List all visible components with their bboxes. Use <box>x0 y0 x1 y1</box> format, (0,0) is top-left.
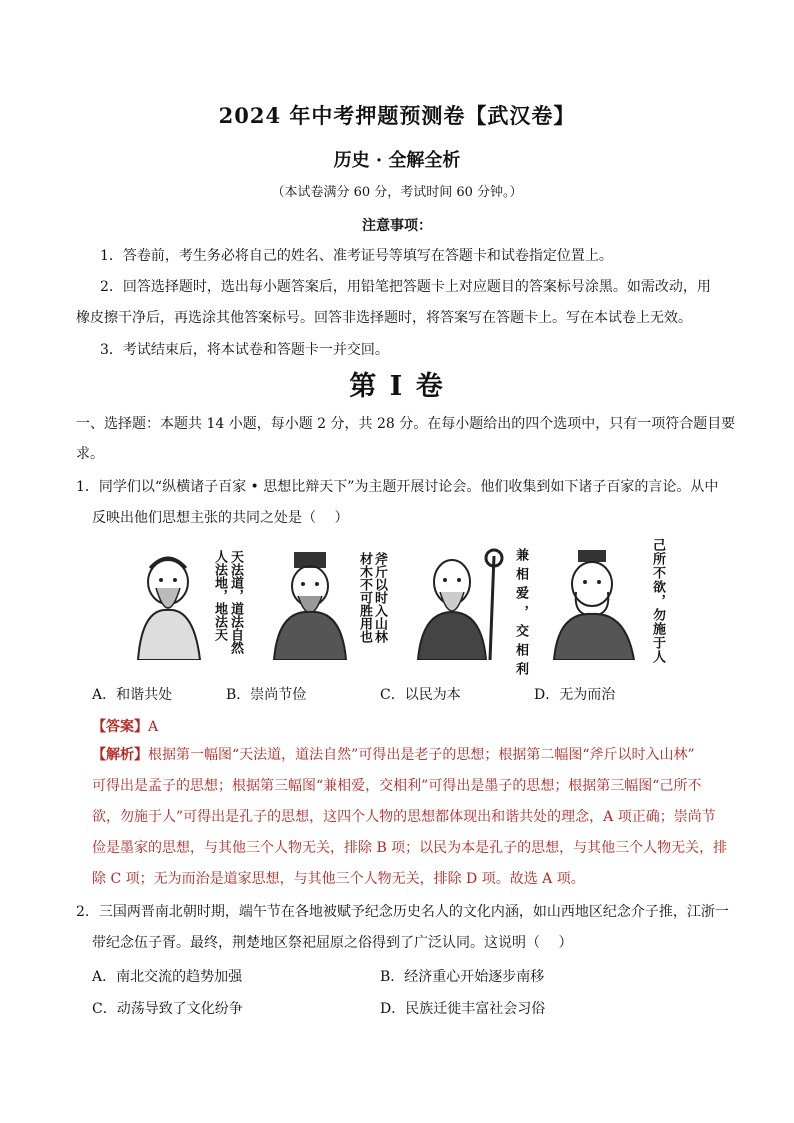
mencius-quote-col1: 斧斤以时入山林 <box>372 552 387 643</box>
q1-option-d[interactable]: D．无为而治 <box>534 687 616 703</box>
q1-option-c[interactable]: C．以民为本 <box>380 687 461 703</box>
laozi-quote-col2: 人法地，地法天 <box>212 550 227 641</box>
exam-note: （本试卷满分 60 分，考试时间 60 分钟。） <box>271 185 523 200</box>
q2-option-d[interactable]: D．民族迁徙丰富社会习俗 <box>380 1001 546 1017</box>
q2-option-c[interactable]: C．动荡导致了文化纷争 <box>92 1001 243 1017</box>
section-instructions-cont: 求。 <box>76 446 104 462</box>
mozi-quote: 兼相爱，交相利 <box>513 548 528 681</box>
q1-analysis-line-5: 除 C 项；无为而治是道家思想，与其他三个人物无关，排除 D 项。故选 A 项。 <box>92 871 585 887</box>
answer-label: 【答案】 <box>92 719 148 735</box>
analysis-label: 【解析】 <box>92 747 148 763</box>
q2-option-b[interactable]: B．经济重心开始逐步南移 <box>380 969 545 985</box>
mencius-quote-col2: 材木不可胜用也 <box>357 552 372 643</box>
q1-stem: 1．同学们以“纵横诸子百家 • 思想比辩天下”为主题开展讨论会。他们收集到如下诸子百家的言论。从中 <box>76 479 719 495</box>
confucius-quote: 己所不欲，勿施于人 <box>650 538 665 664</box>
q1-analysis-line-2: 可得出是孟子的思想；根据第三幅图“兼相爱，交相利”可得出是墨子的思想；根据第三幅图“己所不 <box>92 778 702 794</box>
mencius-figure-icon <box>268 548 352 660</box>
q1-analysis-line-1 <box>92 740 695 771</box>
exam-title: 2024 年中考押题预测卷【武汉卷】 <box>218 103 576 128</box>
analysis-text-1: 根据第一幅图“天法道，道法自然”可得出是老子的思想；根据第二幅图“斧斤以时入山林” <box>148 747 695 763</box>
q1-analysis-line-3: 欲，勿施于人”可得出是孔子的思想，这四个人物的思想都体现出和谐共处的理念，A 项正确；崇尚节 <box>92 809 716 825</box>
q1-stem-cont: 反映出他们思想主张的共同之处是（ ） <box>92 510 349 526</box>
laozi-figure-icon <box>128 548 210 660</box>
notice-item-2: 2．回答选择题时，选出每小题答案后，用铅笔把答题卡上对应题目的答案标号涂黑。如需改动，用 <box>100 279 711 295</box>
section-instructions: 一、选择题：本题共 14 小题，每小题 2 分，共 28 分。在每小题给出的四个选项中，只有一项符合题目要 <box>76 416 736 432</box>
answer-value: A <box>148 719 159 735</box>
volume-heading: 第 I 卷 <box>349 371 445 402</box>
notice-item-2-cont: 橡皮擦干净后，再选涂其他答案标号。回答非选择题时，将答案写在答题卡上。写在本试卷上无效。 <box>76 310 692 326</box>
exam-subtitle: 历史 · 全解全析 <box>333 150 461 171</box>
laozi-quote-col1: 天法道，道法自然 <box>228 550 243 654</box>
notice-heading: 注意事项： <box>362 218 432 234</box>
notice-item-3: 3．考试结束后，将本试卷和答题卡一并交回。 <box>100 342 389 358</box>
q1-option-a[interactable]: A．和谐共处 <box>92 687 173 703</box>
mozi-figure-icon <box>414 546 508 660</box>
q1-analysis-line-4: 俭是墨家的思想，与其他三个人物无关，排除 B 项；以民为本是孔子的思想，与其他三个人物无关，排 <box>92 840 728 856</box>
notice-item-1: 1．答卷前，考生务必将自己的姓名、准考证号等填写在答题卡和试卷指定位置上。 <box>100 248 613 264</box>
q2-stem: 2．三国两晋南北朝时期，端午节在各地被赋予纪念历史名人的文化内涵，如山西地区纪念介子推，江浙一 <box>76 904 729 920</box>
q2-stem-cont: 带纪念伍子胥。最终，荆楚地区祭祀屈原之俗得到了广泛认同。这说明（ ） <box>92 935 573 951</box>
q1-option-b[interactable]: B．崇尚节俭 <box>226 687 307 703</box>
confucius-figure-icon <box>548 548 642 660</box>
q2-option-a[interactable]: A．南北交流的趋势加强 <box>92 969 243 985</box>
q1-answer <box>92 716 158 736</box>
